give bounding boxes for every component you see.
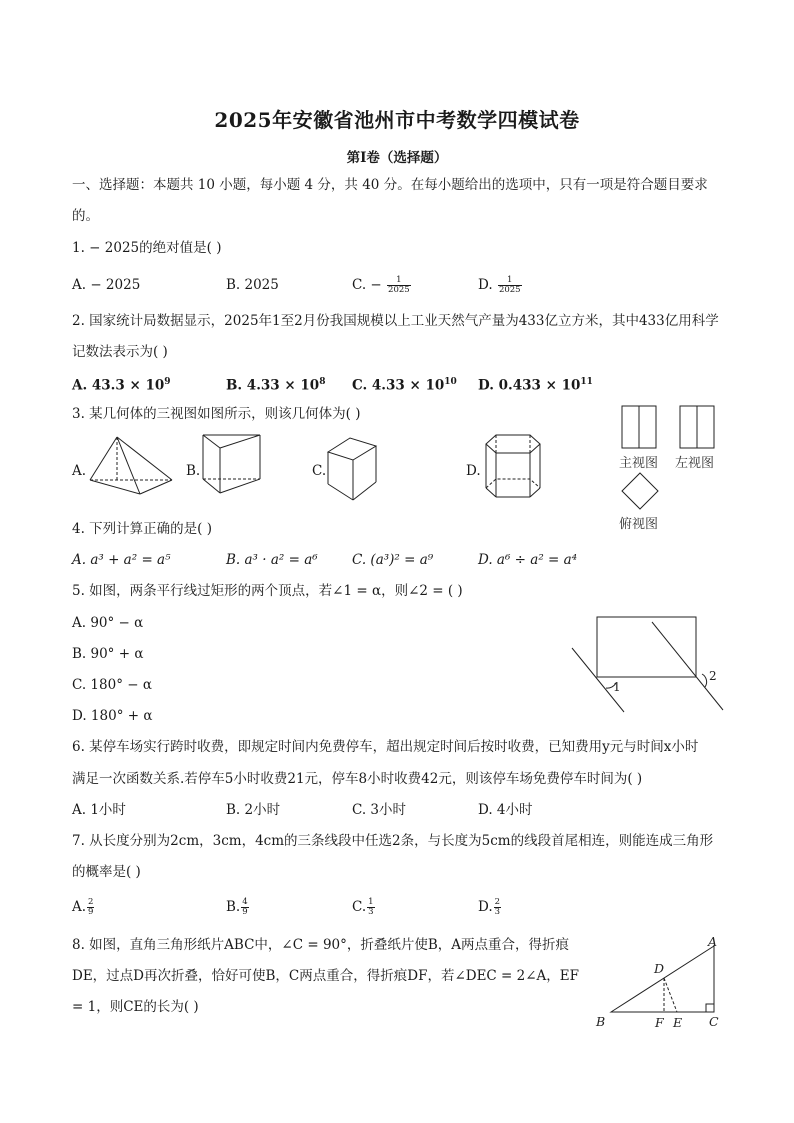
q2-option-c: C. $4.33 \times 10^{10}$	[352, 377, 457, 394]
q6-option-d: D. 4小时	[478, 802, 533, 818]
pyramid-figure	[88, 436, 174, 498]
q2-stem: 2. 国家统计局数据显示，2025年1至2月份我国规模以上工业天然气产量为433亿立方米，其中433亿用科学	[72, 313, 719, 329]
rectangle-parallel-lines-figure	[568, 612, 728, 714]
q1-option-d: D. $\frac{1}{2025}$	[478, 275, 521, 295]
vertex-c-label: C	[709, 1014, 719, 1029]
hexagonal-prism-figure	[482, 432, 546, 500]
q5-option-b: B. 90° + α	[72, 646, 144, 662]
point-d-label: D	[654, 961, 665, 976]
q8-stem: 8. 如图，直角三角形纸片ABC中，∠C = 90°，折叠纸片使B，A两点重合，得折痕	[72, 937, 570, 953]
q6-option-c: C. 3小时	[352, 802, 407, 818]
q6-stem: 6. 某停车场实行跨时收费，即规定时间内免费停车，超出规定时间后按时收费，已知费用y元与时间x小时	[72, 739, 699, 755]
section-subtitle: 第Ⅰ卷（选择题）	[346, 150, 448, 166]
q3-option-c-label: C.	[312, 463, 327, 479]
q2-stem-cont: 记数法表示为( )	[72, 344, 168, 360]
q5-stem: 5. 如图，两条平行线过矩形的两个顶点，若∠1 = α，则∠2 = ( )	[72, 583, 463, 599]
q1-stem: 1. − 2025的绝对值是( )	[72, 240, 222, 256]
q3-option-a-label: A.	[72, 463, 87, 479]
q5-option-a: A. 90° − α	[72, 615, 144, 631]
top-view-figure	[621, 472, 661, 512]
q7-option-d: D. $\frac{2}{3}$	[478, 897, 501, 917]
right-triangle-fold-figure	[592, 934, 726, 1032]
q5-option-c: C. 180° − α	[72, 677, 152, 693]
q2-option-b: B. $4.33 \times 10^8$	[226, 377, 326, 394]
q2-option-a: A. $43.3 \times 10^9$	[72, 377, 171, 394]
q1-option-a: A. − 2025	[72, 277, 141, 293]
q2-option-d: D. $0.433 \times 10^{11}$	[478, 377, 593, 394]
section-instructions-cont: 的。	[72, 208, 99, 224]
q8-stem-cont2: = 1，则CE的长为( )	[72, 999, 199, 1015]
q4-option-d: D. a⁶ ÷ a² = a⁴	[478, 552, 578, 568]
q4-option-a: A. a³ + a² = a⁵	[72, 552, 171, 568]
q7-option-c: C. $\frac{1}{3}$	[352, 897, 374, 917]
q6-option-a: A. 1小时	[72, 802, 126, 818]
exam-title: 2025年安徽省池州市中考数学四模试卷	[214, 108, 580, 132]
q5-option-d: D. 180° + α	[72, 708, 153, 724]
q8-stem-cont: DE，过点D再次折叠，恰好可使B，C两点重合，得折痕DF，若∠DEC = 2∠A，EF	[72, 968, 580, 984]
front-view-label: 主视图	[619, 456, 659, 471]
q7-option-a: A. $\frac{2}{9}$	[72, 897, 94, 917]
q4-stem: 4. 下列计算正确的是( )	[72, 521, 212, 537]
angle-2-label: 2	[709, 669, 717, 683]
left-view-label: 左视图	[675, 456, 715, 471]
vertex-a-label: A	[708, 934, 718, 949]
q7-option-b: B. $\frac{4}{9}$	[226, 897, 248, 917]
q3-option-d-label: D.	[466, 463, 481, 479]
point-e-label: E	[673, 1015, 683, 1030]
q3-stem: 3. 某几何体的三视图如图所示，则该几何体为( )	[72, 406, 361, 422]
q7-stem-cont: 的概率是( )	[72, 864, 141, 880]
left-view-figure	[678, 404, 718, 450]
vertex-b-label: B	[596, 1014, 606, 1029]
triangular-prism-figure	[200, 434, 262, 496]
section-instructions: 一、选择题：本题共 10 小题，每小题 4 分，共 40 分。在每小题给出的选项中，只有一项是符合题目要求	[72, 177, 708, 193]
front-view-figure	[620, 404, 660, 450]
angle-1-label: 1	[613, 680, 621, 694]
q6-option-b: B. 2小时	[226, 802, 281, 818]
top-view-label: 俯视图	[619, 517, 659, 532]
q3-option-b-label: B.	[186, 463, 201, 479]
q4-option-c: C. (a³)² = a⁹	[352, 552, 434, 568]
q1-option-c: C. − $\frac{1}{2025}$	[352, 275, 410, 295]
point-f-label: F	[655, 1015, 664, 1030]
q1-option-b: B. 2025	[226, 277, 279, 293]
q7-stem: 7. 从长度分别为2cm，3cm，4cm的三条线段中任选2条，与长度为5cm的线段首尾相连，则能连成三角形	[72, 833, 714, 849]
q4-option-b: B. a³ · a² = a⁶	[226, 552, 318, 568]
q6-stem-cont: 满足一次函数关系.若停车5小时收费21元，停车8小时收费42元，则该停车场免费停车时间为( )	[72, 771, 643, 787]
cuboid-figure	[326, 436, 378, 502]
